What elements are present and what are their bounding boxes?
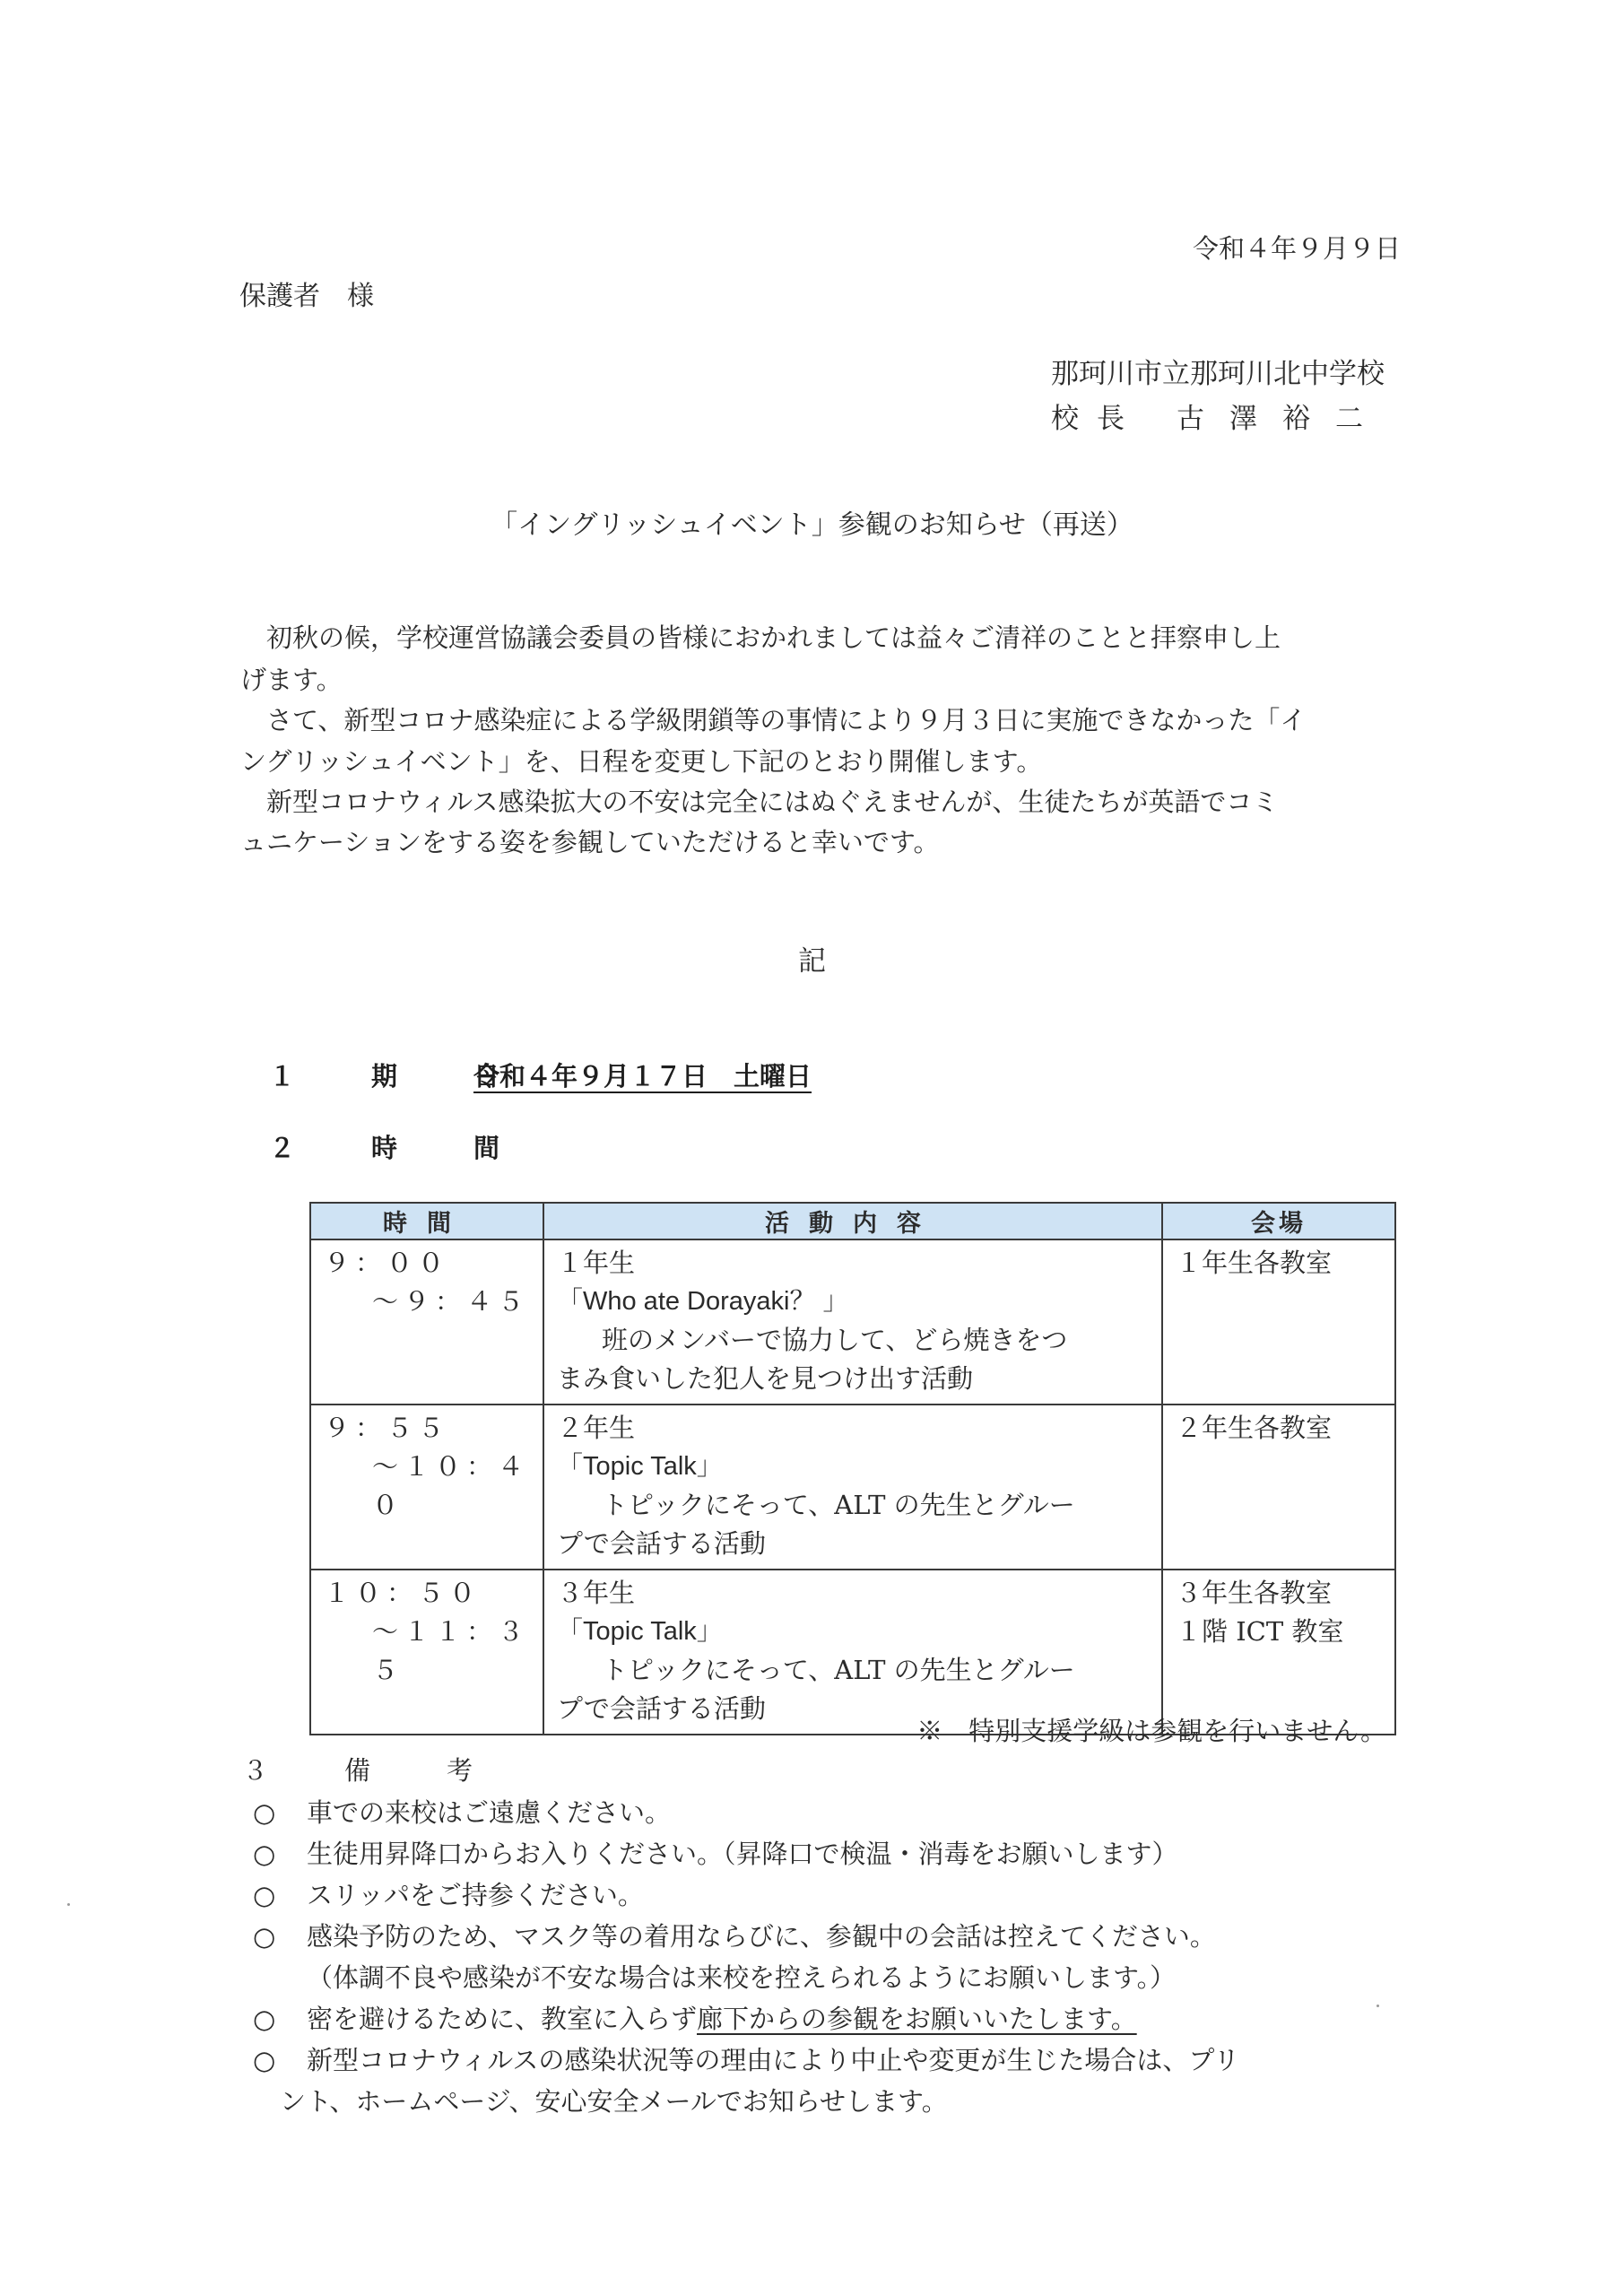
time-end: ～１１：３５ (372, 1616, 530, 1685)
venue: １年生各教室 (1176, 1248, 1333, 1278)
table-header-row (310, 1203, 1395, 1239)
time-cell (310, 1239, 543, 1405)
section-2-label: ２ 時 間 (269, 1133, 525, 1163)
program-title: 「Topic Talk」 (557, 1452, 723, 1481)
body-line: ングリッシュイベント」を、日程を変更し下記のとおり開催します。 (240, 746, 1043, 777)
list-item (253, 2039, 1239, 2081)
remark-text: スリッパをご持参ください。 (307, 1880, 644, 1910)
header-venue: 会場 (1162, 1203, 1395, 1239)
remarks-list (253, 1792, 1239, 2122)
time-end: ～１０：４０ (372, 1451, 530, 1520)
venue: １階 ICT 教室 (1176, 1616, 1344, 1647)
header-activity: 活動内容 (543, 1203, 1162, 1239)
list-item (253, 1998, 1239, 2039)
activity-desc: 班のメンバーで協力して、どら焼きをつ (602, 1325, 1068, 1355)
list-item (253, 1874, 1239, 1916)
section-3-label: ３ 備 考 (242, 1755, 499, 1786)
sender-principal (1051, 396, 1388, 441)
circle-bullet-icon: ○ (253, 1839, 276, 1869)
list-item (253, 1792, 1239, 1833)
grade: １年生 (557, 1248, 636, 1278)
program-title: 「Who ate Dorayaki？ 」 (557, 1287, 849, 1316)
circle-bullet-icon: ○ (253, 1921, 276, 1952)
body-line: げます。 (240, 665, 343, 695)
document-title: 「イングリッシュイベント」参観のお知らせ（再送） (491, 509, 1133, 541)
activity-desc: まみ食いした犯人を見つけ出す活動 (557, 1363, 974, 1394)
schedule-table (309, 1202, 1396, 1735)
section-1-label: １ 期 日 (269, 1061, 525, 1091)
table-row (310, 1570, 1395, 1735)
activity-desc: トピックにそって、ALT の先生とグルー (602, 1655, 1075, 1685)
time-cell (310, 1405, 543, 1570)
principal-name: 古澤裕二 (1177, 403, 1388, 435)
remark-text: 新型コロナウィルスの感染状況等の理由により中止や変更が生じた場合は、プリ (307, 2045, 1240, 2075)
list-item (253, 1833, 1239, 1874)
body-line: さて、新型コロナ感染症による学級閉鎖等の事情により９月３日に実施できなかった「イ (240, 705, 1307, 735)
body-line: 初秋の候，学校運営協議会委員の皆様におかれましては益々ご清祥のことと拝察申し上 (240, 622, 1281, 653)
body-line: 新型コロナウィルス感染拡大の不安は完全にはぬぐえませんが、生徒たちが英語でコミ (240, 787, 1279, 817)
time-start: １０：５０ (324, 1578, 482, 1608)
remark-text: 生徒用昇降口からお入りください。（昇降口で検温・消毒をお願いします） (307, 1839, 1178, 1869)
sender-school: 那珂川市立那珂川北中学校 (1051, 358, 1385, 390)
circle-bullet-icon: ○ (253, 1797, 276, 1828)
recipient: 保護者 様 (239, 281, 374, 312)
table-row (310, 1239, 1395, 1405)
sender-block (1051, 352, 1388, 441)
activity-cell (543, 1239, 1162, 1405)
remark-text: 感染予防のため、マスク等の着用ならびに、参観中の会話は控えてください。 (307, 1921, 1216, 1952)
list-item (253, 1916, 1239, 1957)
grade: ３年生 (557, 1578, 636, 1608)
body-line: ュニケーションをする姿を参観していただけると幸いです。 (240, 827, 940, 857)
program-title: 「Topic Talk」 (557, 1617, 723, 1646)
activity-cell (543, 1405, 1162, 1570)
remark-text: 密を避けるために、教室に入らず (307, 2004, 698, 2034)
principal-title: 校長 (1051, 403, 1142, 435)
time-start: ９：００ (324, 1248, 450, 1278)
grade: ２年生 (557, 1413, 636, 1443)
document-date: 令和４年９月９日 (1192, 233, 1401, 264)
scan-speck (1376, 2005, 1379, 2007)
remark-continuation: ント、ホームページ、安心安全メールでお知らせします。 (280, 2086, 948, 2117)
remark-text-underlined: 廊下からの参観をお願いいたします。 (697, 2004, 1137, 2034)
time-end: ～９：４５ (372, 1286, 530, 1317)
scan-speck (67, 1903, 70, 1906)
venue-cell (1162, 1570, 1395, 1735)
circle-bullet-icon: ○ (253, 2004, 276, 2034)
ki-marker: 記 (798, 945, 826, 978)
time-start: ９：５５ (324, 1413, 450, 1443)
time-cell (310, 1570, 543, 1735)
header-time: 時間 (310, 1203, 543, 1239)
activity-desc: トピックにそって、ALT の先生とグルー (602, 1490, 1075, 1520)
activity-desc: プで会話する活動 (557, 1693, 766, 1724)
table-row (310, 1405, 1395, 1570)
activity-desc: プで会話する活動 (557, 1528, 766, 1559)
venue: ２年生各教室 (1176, 1413, 1333, 1443)
circle-bullet-icon: ○ (253, 1880, 276, 1910)
remark-text: 車での来校はご遠慮ください。 (307, 1797, 672, 1828)
venue-cell (1162, 1239, 1395, 1405)
venue: ３年生各教室 (1176, 1578, 1333, 1608)
special-class-note: ※ 特別支援学級は参観を行いません。 (916, 1716, 1386, 1746)
event-date: 令和４年９月１７日 土曜日 (473, 1061, 812, 1091)
venue-cell (1162, 1405, 1395, 1570)
activity-cell (543, 1570, 1162, 1735)
remark-continuation: （体調不良や感染が不安な場合は来校を控えられるようにお願いします。） (307, 1962, 1177, 1993)
circle-bullet-icon: ○ (253, 2045, 276, 2075)
